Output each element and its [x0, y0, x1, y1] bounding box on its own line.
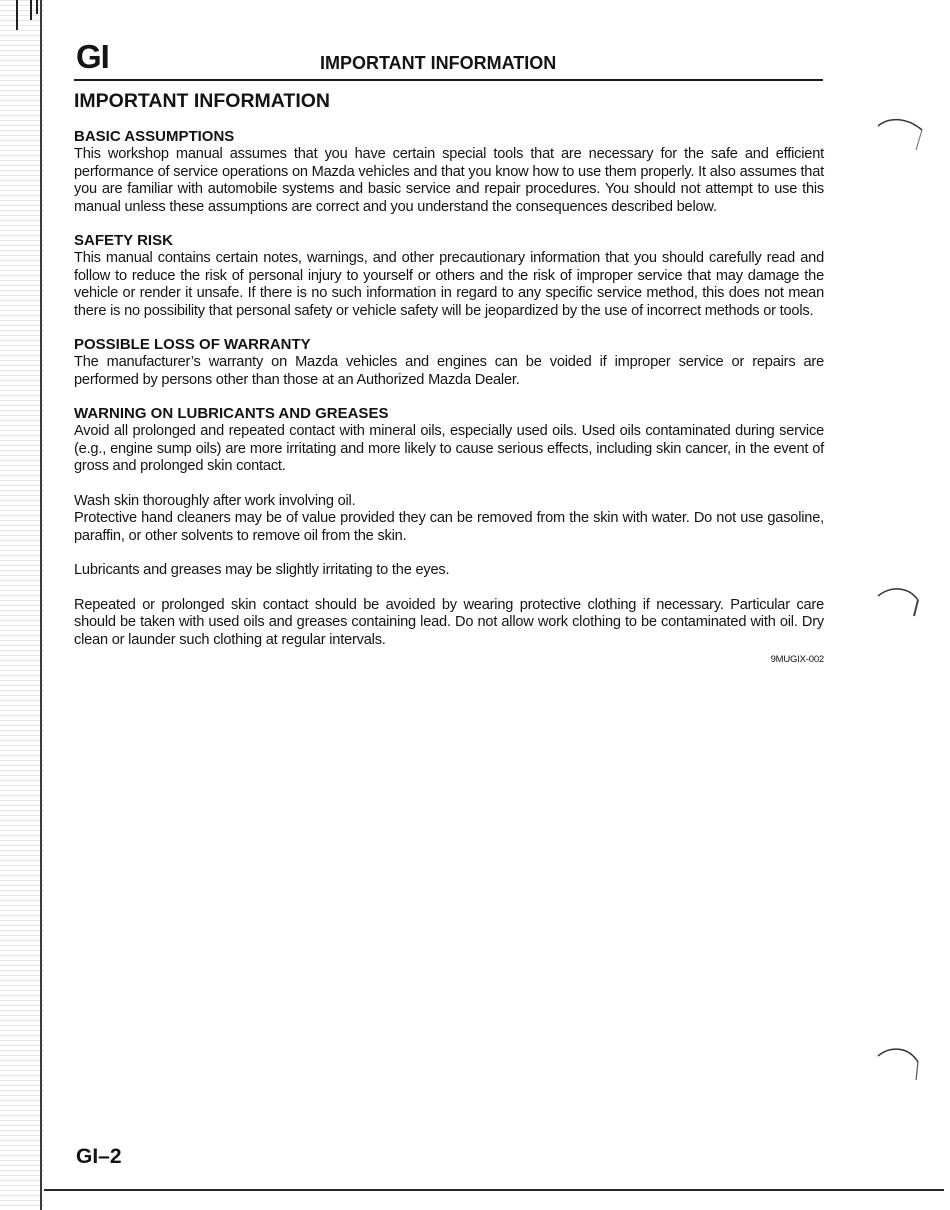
- section-lubricants-warning: [74, 405, 824, 649]
- section-heading: BASIC ASSUMPTIONS: [74, 128, 235, 145]
- header-title: IMPORTANT INFORMATION: [320, 53, 557, 73]
- section-loss-of-warranty: [74, 336, 824, 389]
- paragraph: This manual contains certain notes, warnings, and other precautionary information that you should carefully read and follow to reduce the risk of personal injury to yourself or others and the risk of improper service that may damage the vehicle or render it unsafe. If there is no such information in regard to any specific service method, this does not mean there is no possibility that personal safety or vehicle safety will be jeopardized by the use of incorrect methods or tools.: [74, 250, 824, 319]
- paragraph: The manufacturer’s warranty on Mazda vehicles and engines can be voided if improper service or repairs are performed by persons other than those at an Authorized Mazda Dealer.: [74, 354, 824, 388]
- document-code: 9MUGIX-002: [770, 654, 824, 665]
- binder-hole-mark-icon: [872, 112, 932, 162]
- page-title: IMPORTANT INFORMATION: [74, 90, 330, 112]
- section-heading: WARNING ON LUBRICANTS AND GREASES: [74, 405, 389, 422]
- section-code: GI: [76, 38, 109, 75]
- paragraph: Wash skin thoroughly after work involving oil.: [74, 492, 356, 509]
- scan-mark: [16, 0, 18, 30]
- paragraph: Lubricants and greases may be slightly irritating to the eyes.: [74, 562, 450, 578]
- section-basic-assumptions: [74, 128, 824, 216]
- section-heading: SAFETY RISK: [74, 232, 173, 249]
- footer-divider: [44, 1189, 944, 1191]
- section-heading: POSSIBLE LOSS OF WARRANTY: [74, 336, 311, 353]
- paragraph: Avoid all prolonged and repeated contact with mineral oils, especially used oils. Used oils contaminated during service (e.g., engine sump oils) are more irritating and more likely to cause serious effects, including skin cancer, in the event of gross and prolonged skin contact.: [74, 423, 824, 474]
- scan-mark: [30, 0, 32, 20]
- binder-hole-mark-icon: [872, 1040, 932, 1090]
- paragraph: This workshop manual assumes that you have certain special tools that are necessary for the safe and efficient performance of service operations on Mazda vehicles and that you know how to use them properly. It also assumes that you are familiar with automobile systems and basic service and repair procedures. You should not attempt to use this manual unless these assumptions are correct and you understand the consequences described below.: [74, 146, 824, 215]
- binder-hole-mark-icon: [872, 580, 932, 630]
- scan-binding-edge: [0, 0, 44, 1210]
- section-safety-risk: [74, 232, 824, 320]
- paragraph: Protective hand cleaners may be of value provided they can be removed from the skin with water. Do not use gasoline, paraffin, or other solvents to remove oil from the skin.: [74, 510, 824, 544]
- paragraph: Repeated or prolonged skin contact should be avoided by wearing protective clothing if necessary. Particular care should be taken with used oils and greases containing lead. Do not allow work clothing to be contaminated with oil. Dry clean or launder such clothing at regular intervals.: [74, 596, 824, 648]
- header-divider: [74, 79, 823, 81]
- page-content: [74, 88, 824, 665]
- scan-mark: [36, 0, 38, 14]
- page-number: GI–2: [76, 1145, 122, 1168]
